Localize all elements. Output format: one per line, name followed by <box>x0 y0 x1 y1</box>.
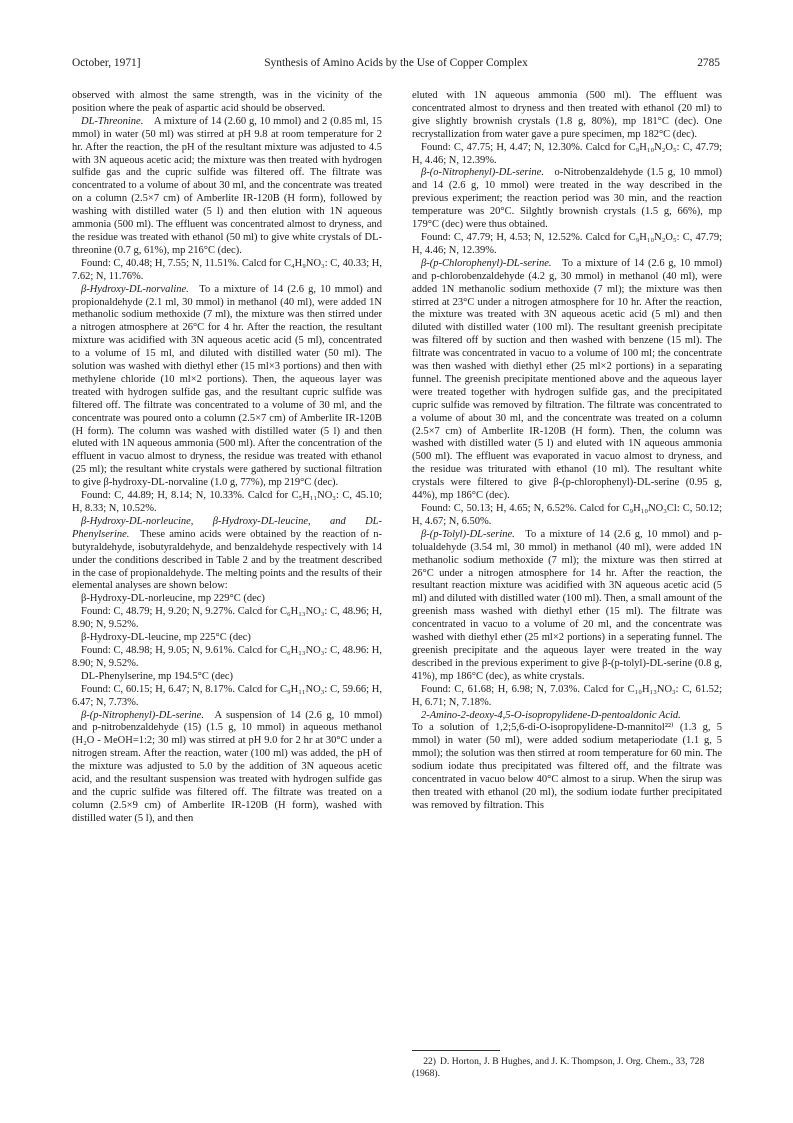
section-heading: DL-Threonine. <box>81 115 144 127</box>
paragraph <box>412 710 722 723</box>
paragraph <box>412 684 722 710</box>
paragraph-text: Found: C, 47.75; H, 4.47; N, 12.30%. Calcd for C₉H₁₀N₂O₅: C, 47.79; H, 4.46; N, 12.39%. <box>412 141 722 166</box>
footnote-rule <box>412 1050 500 1051</box>
paragraph <box>72 516 382 593</box>
section-heading: β-Hydroxy-DL-norleucine, β-Hydroxy-DL-leucine, and DL-Phenylserine. <box>72 515 382 540</box>
paragraph <box>72 90 382 116</box>
paragraph-text: β-Hydroxy-DL-leucine, mp 225°C (dec) <box>81 632 251 644</box>
paragraph-text: A suspension of 14 (2.6 g, 10 mmol) and p-nitrobenzaldehyde (15) (1.5 g, 10 mmol) in aqueous methanol (H₂O - MeOH=1:2; 30 ml) was stirred at pH 9.0 for 2 hr at 30°C under a nitrogen stream. After the reaction, water (100 ml) was added, the pH of the mixture was adjusted to 5.0 by the addition of 3N aqueous acetic acid, and the resultant suspension was treated with hydrogen sulfide gas and the cupric sulfide was filtered off. The filtrate was treated on a column (2.5×9 cm) of Amberlite IR-120B (H form), washed with distilled water (5 l), and then <box>72 709 382 824</box>
paragraph <box>412 167 722 232</box>
paragraph-text: To a mixture of 14 (2.6 g, 10 mmol) and p-chlorobenzaldehyde (4.2 g, 30 mmol) in methanol (40 ml), were added 1N methanolic sodium methoxide (7 ml); the mixture was then stirred at 23°C under a nitrogen atmosphere for 10 hr. After the reaction, the mixture was treated with 3N aqueous acetic acid (5 ml) and then diluted with distilled water (100 ml). The resultant greenish precipitate was filtered off by suction and then washed with benzene (15 ml). The filtrate was concentrated in vacuo to a volume of 100 ml; the concentrate was then washed with diethyl ether (25 ml×2 portions) in a separating funnel. The greenish precipitate mentioned above and the aqueous layer were treated together with hydrogen sulfide gas, and the precipitated cupric sulfide was removed by filtration. The filtrate was concentrated to a volume of about 30 ml, and the concentrate was treated on a column (2.5×7 cm) of Amberlite IR-120B (H form). Then, the column was washed with distilled water (5 l) and eluted with 1N aqueous ammonia (500 ml). The effluent was evaporated in vacuo almost to dryness, and the residue was triturated with ethanol (10 ml). The resultant white crystals were filtered to give β-(p-chlorophenyl)-DL-serine (0.95 g, 44%), mp 186°C (dec). <box>412 257 722 502</box>
paragraph <box>72 490 382 516</box>
paragraph-text: Found: C, 44.89; H, 8.14; N, 10.33%. Calcd for C₅H₁₁NO₃: C, 45.10; H, 8.33; N, 10.52%. <box>72 490 382 514</box>
paragraph <box>72 258 382 284</box>
section-heading: β-Hydroxy-DL-norvaline. <box>81 283 189 295</box>
section-heading: β-(p-Nitrophenyl)-DL-serine. <box>81 709 204 721</box>
paragraph-text: Found: C, 40.48; H, 7.55; N, 11.51%. Calcd for C₄H₉NO₃: C, 40.33; H, 7.62; N, 11.76%. <box>72 257 382 282</box>
paragraph-text: To a mixture of 14 (2.6 g, 10 mmol) and propionaldehyde (2.1 ml, 30 mmol) in methanol (40 ml), were added 1N methanolic sodium methoxide (7 ml), the mixture was then stirred under a nitrogen atmosphere at 26°C for 4 hr. After the reaction, the resultant mixture was acidified with 3N aqueous acetic acid (5 ml), concentrated to a volume of 15 ml, and diluted with distilled water (50 ml). The solution was washed with diethyl ether (15 ml×3 portions) and then with methylene chloride (10 ml×2 portions). Then, the aqueous layer was treated with hydrogen sulfide gas, and the resultant cupric sulfide was filtered off. The filtrate was concentrated to a volume of 30 ml, and the concentrate was poured onto a column (2.5×7 cm) of Amberlite IR-120B (H form). The column was washed with distilled water (5 l) and then eluted with 1N aqueous ammonia (500 ml). After the concentration of the effluent in vacuo almost to dryness, the residue was treated with ethanol (25 ml); the resultant white crystals were gathered by suctional filtration to give β-hydroxy-DL-norvaline (1.0 g, 77%), mp 219°C (dec). <box>72 283 382 489</box>
paragraph <box>72 606 382 632</box>
paragraph-text: Found: C, 48.79; H, 9.20; N, 9.27%. Calcd for C₆H₁₃NO₃: C, 48.96; H, 8.90; N, 9.52%. <box>72 606 382 631</box>
footnote-text: D. Horton, J. B Hughes, and J. K. Thompson, J. Org. Chem., 33, 728 (1968). <box>412 1056 705 1079</box>
paragraph <box>72 671 382 684</box>
paragraph <box>72 684 382 710</box>
paragraph-text: eluted with 1N aqueous ammonia (500 ml). The effluent was concentrated almost to dryness and then treated with ethanol (20 ml) to give slightly brownish crystals (1.8 g, 80%), mp 181°C (dec). One recrystallization from water gave a pure specimen, mp 182°C (dec). <box>412 90 722 140</box>
left-text-column <box>72 90 382 826</box>
paragraph-text: Found: C, 50.13; H, 4.65; N, 6.52%. Calcd for C₉H₁₀NO₃Cl: C, 50.12; H, 4.67; N, 6.50%. <box>412 503 722 527</box>
paragraph-text: o-Nitrobenzaldehyde (1.5 g, 10 mmol) and 14 (2.6 g, 10 mmol) were treated in the way described in the previous experiment; the reaction period was 30 min, and the reaction temperature was 20°C. Silghtly brownish crystals (1.5 g, 66%), mp 179°C (dec) were thus obtained. <box>412 167 722 231</box>
paragraph <box>412 503 722 529</box>
footnote <box>412 1056 722 1080</box>
footnote-number: 22) <box>423 1056 436 1067</box>
paragraph-text: To a mixture of 14 (2.6 g, 10 mmol) and p-tolualdehyde (3.54 ml, 30 mmol) in methanol (40 ml), were added 1N methanolic sodium methoxide (7 ml); the mixture was then stirred at 26°C under a nitrogen atmosphere for 14 hr. After the reaction, the resultant reaction mixture was acidified with 3N aqueous acetic acid (5 ml) and diluted with distilled water (100 ml). Then, a small amount of the greenish mass washed with diethyl ether (15 ml). The filtrate was concentrated in vacuo to a volume of 20 ml, and the concentrate was washed with diethyl ether (25 ml×2 portions) in a seperating funnel. The greenish precipitate and the aqueous layer were treated in the way described in the previous experiment to give β-(p-tolyl)-DL-serine (0.8 g, 41%), mp 186°C (dec), as white crystals. <box>412 528 722 682</box>
paragraph <box>72 632 382 645</box>
paragraph <box>412 232 722 258</box>
section-heading: β-(p-Chlorophenyl)-DL-serine. <box>421 257 552 269</box>
paragraph <box>412 529 722 684</box>
paragraph-text: Found: C, 47.79; H, 4.53; N, 12.52%. Calcd for C₉H₁₀N₂O₅: C, 47.79; H, 4.46; N, 12.39%. <box>412 231 722 256</box>
running-header <box>72 57 720 73</box>
paragraph <box>72 593 382 606</box>
paragraph <box>412 142 722 168</box>
right-text-column <box>412 90 722 813</box>
paragraph-text: Found: C, 60.15; H, 6.47; N, 8.17%. Calcd for C₉H₁₁NO₃: C, 59.66; H, 6.47; N, 7.73%. <box>72 683 382 708</box>
paragraph-text: These amino acids were obtained by the reaction of n-butyraldehyde, isobutyraldehyde, and benzaldehyde respectively with 14 under the conditions described in Table 2 and by the treatment described in the case of propionaldehyde. The melting points and the results of their elemental analyses are shown below: <box>72 528 382 592</box>
paragraph <box>72 710 382 826</box>
section-heading: β-(p-Tolyl)-DL-serine. <box>421 528 515 540</box>
header-date: October, 1971] <box>72 57 141 69</box>
paragraph <box>412 722 722 812</box>
paragraph <box>72 284 382 491</box>
paragraph-text: Found: C, 48.98; H, 9.05; N, 9.61%. Calcd for C₆H₁₃NO₃: C, 48.96: H, 8.90; N, 9.52%. <box>72 644 382 669</box>
paragraph-text: DL-Phenylserine, mp 194.5°C (dec) <box>81 670 234 682</box>
section-heading: β-(o-Nitrophenyl)-DL-serine. <box>421 167 544 179</box>
paragraph <box>412 90 722 142</box>
paragraph-text: observed with almost the same strength, was in the vicinity of the position where the peak of aspartic acid should be observed. <box>72 90 382 114</box>
paragraph-text: To a solution of 1,2;5,6-di-O-isopropylidene-D-mannitol²²⁾ (1.3 g, 5 mmol) in water (50 ml), were added sodium metaperiodate (1.1 g, 5 mmol); the solution was then stirred at room temperature for 60 min. The sodium iodate thus precipitated was filtered off, and the filtrate was concentrated in vacuo below 40°C almost to a sirup. When the sirup was then treated with ethanol (20 ml), the sodium iodate further precipitated was removed by filtration. This <box>412 722 722 811</box>
paragraph <box>72 116 382 258</box>
header-title: Synthesis of Amino Acids by the Use of Copper Complex <box>264 57 528 69</box>
paragraph <box>72 645 382 671</box>
paragraph-text: A mixture of 14 (2.60 g, 10 mmol) and 2 (0.85 ml, 15 mmol) in water (50 ml) was stirred at pH 9.8 at room temperature for 2 hr. After the reaction, the pH of the resultant mixture was adjusted to 4.5 with 3N aqueous acetic acid; the mixture was then treated with hydrogen sulfide gas and the cupric sulfide was filtered off. The filtrate was concentrated to a volume of about 30 ml, and the concentrate was treated on a column (2.5×7 cm) of Amberlite IR-120B (H form), followed by washing with distilled water (5 l) and then elution with 1N aqueous ammonia (500 ml). The effluent was concentrated almost to dryness, and the residue was treated with ethanol (50 ml) to give white crystals of DL-threonine (0.7 g, 61%), mp 216°C (dec). <box>72 115 382 256</box>
section-heading: 2-Amino-2-deoxy-4,5-O-isopropylidene-D-pentoaldonic Acid. <box>421 709 681 721</box>
paragraph <box>412 258 722 503</box>
paragraph-text: Found: C, 61.68; H, 6.98; N, 7.03%. Calcd for C₁₀H₁₃NO₃: C, 61.52; H, 6.71; N, 7.18%. <box>412 683 722 708</box>
header-page-number: 2785 <box>697 57 720 69</box>
paragraph-text: β-Hydroxy-DL-norleucine, mp 229°C (dec) <box>81 593 265 605</box>
